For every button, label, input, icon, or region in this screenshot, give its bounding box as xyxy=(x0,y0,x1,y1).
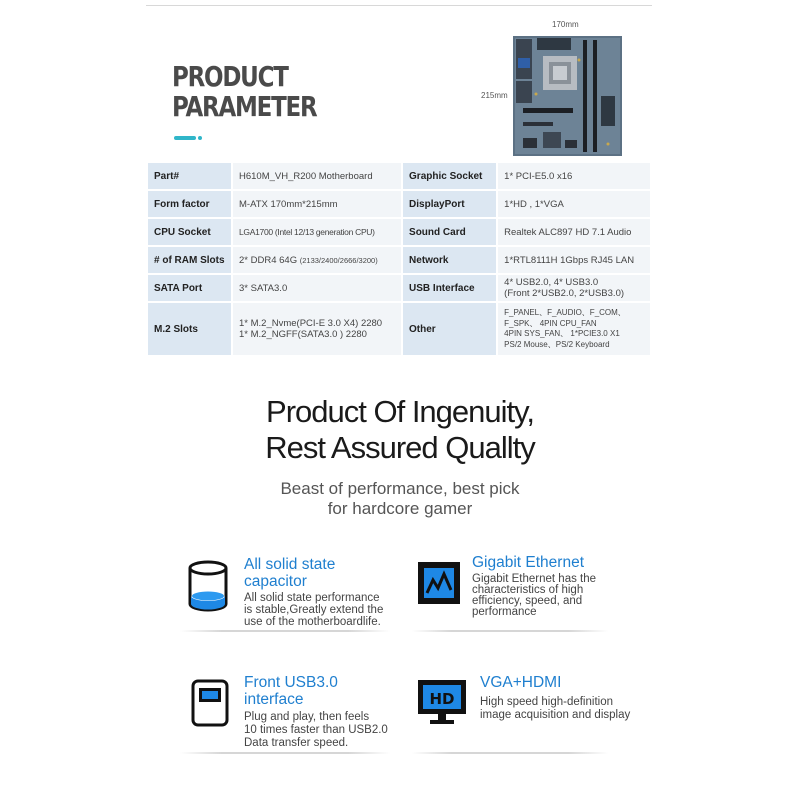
other-line-3: 4PIN SYS_FAN、 1*PCIE3.0 X1 xyxy=(504,329,620,338)
m2-line-1: 1* M.2_Nvme(PCI-E 3.0 X4) 2280 xyxy=(239,318,383,329)
board-height-label: 215mm xyxy=(481,91,508,100)
spec-value: 1*RTL8111H 1Gbps RJ45 LAN xyxy=(498,247,650,273)
title-line-1: PRODUCT xyxy=(172,60,288,93)
spec-row xyxy=(148,247,650,273)
spec-key: Sound Card xyxy=(403,219,496,245)
board-width-label: 170mm xyxy=(552,20,579,29)
spec-key: CPU Socket xyxy=(148,219,231,245)
title-accent-dot xyxy=(198,136,202,140)
spec-row xyxy=(148,219,650,245)
title-line-2: PARAMETER xyxy=(172,90,317,123)
spec-key: Form factor xyxy=(148,191,231,217)
feature-desc-line: Plug and play, then feels xyxy=(244,711,370,723)
feature-ethernet xyxy=(412,552,608,632)
spec-value: Realtek ALC897 HD 7.1 Audio xyxy=(498,219,650,245)
svg-text:HD: HD xyxy=(429,690,455,708)
ram-speeds: (2133/2400/2666/3200) xyxy=(299,255,378,265)
feature-title-line-1: Gigabit Ethernet xyxy=(472,554,585,571)
feature-title-line-1: VGA+HDMI xyxy=(480,674,562,691)
spec-key: # of RAM Slots xyxy=(148,247,231,273)
spec-table xyxy=(146,161,652,357)
feature-divider xyxy=(412,752,608,754)
spec-key: M.2 Slots xyxy=(148,303,231,355)
usb-line-1: 4* USB2.0, 4* USB3.0 xyxy=(504,277,599,288)
feature-desc-line: Data transfer speed. xyxy=(244,737,349,749)
feature-desc-line: High speed high-definition xyxy=(480,696,613,708)
feature-desc-line: use of the motherboardlife. xyxy=(244,616,381,628)
feature-usb xyxy=(180,672,406,752)
spec-row xyxy=(148,303,650,355)
usb-line-2: (Front 2*USB2.0, 2*USB3.0) xyxy=(504,288,625,299)
motherboard-image xyxy=(513,36,622,156)
spec-key: Graphic Socket xyxy=(403,163,496,189)
feature-desc-line: All solid state performance xyxy=(244,592,380,604)
spec-row xyxy=(148,163,650,189)
usb-icon xyxy=(190,678,230,728)
ram-value: 2* DDR4 64G xyxy=(239,254,298,266)
spec-value: 3* SATA3.0 xyxy=(233,275,401,301)
feature-title-line-1: All solid state xyxy=(244,556,336,573)
title-accent-bar xyxy=(174,136,196,140)
spec-value xyxy=(233,247,401,273)
hero-subline-1: Beast of performance, best pick xyxy=(280,479,520,498)
hd-monitor-icon xyxy=(416,678,468,726)
spec-key: DisplayPort xyxy=(403,191,496,217)
feature-desc-line: Gigabit Ethernet has the xyxy=(472,573,597,585)
hero-headline-2: Rest Assured Quallty xyxy=(265,430,535,465)
spec-key: Part# xyxy=(148,163,231,189)
spec-row xyxy=(148,191,650,217)
spec-value xyxy=(233,303,401,355)
feature-desc-line: performance xyxy=(472,606,537,618)
spec-value: LGA1700 (Intel 12/13 generation CPU) xyxy=(233,219,401,245)
top-frame-line xyxy=(146,0,652,6)
spec-value: 1*HD , 1*VGA xyxy=(498,191,650,217)
feature-desc-line: characteristics of high xyxy=(472,584,584,596)
feature-vga-hdmi xyxy=(412,672,631,752)
feature-title-line-2: capacitor xyxy=(244,573,307,590)
feature-desc-line: image acquisition and display xyxy=(480,709,631,721)
m2-line-2: 1* M.2_NGFF(SATA3.0 ) 2280 xyxy=(239,329,367,340)
feature-divider xyxy=(180,630,390,632)
spec-key: USB Interface xyxy=(403,275,496,301)
hero-headline-1: Product Of Ingenuity, xyxy=(266,394,534,429)
feature-title-line-2: interface xyxy=(244,691,304,708)
feature-desc-line: is stable,Greatly extend the xyxy=(244,604,384,616)
spec-key: SATA Port xyxy=(148,275,231,301)
spec-row xyxy=(148,275,650,301)
feature-capacitor xyxy=(180,552,390,632)
spec-value xyxy=(498,275,650,301)
other-line-4: PS/2 Mouse、PS/2 Keyboard xyxy=(504,339,610,349)
feature-desc-line: efficiency, speed, and xyxy=(472,595,583,607)
feature-title-line-1: Front USB3.0 xyxy=(244,674,338,691)
hero-subline-2: for hardcore gamer xyxy=(327,499,473,518)
ethernet-icon xyxy=(416,560,462,606)
spec-key: Network xyxy=(403,247,496,273)
spec-value: M-ATX 170mm*215mm xyxy=(233,191,401,217)
spec-value: H610M_VH_R200 Motherboard xyxy=(233,163,401,189)
capacitor-icon xyxy=(186,558,230,614)
spec-value xyxy=(498,303,650,355)
feature-divider xyxy=(180,752,390,754)
product-parameter-title xyxy=(172,62,348,122)
other-line-2: F_SPK、 4PIN CPU_FAN xyxy=(504,318,597,328)
feature-divider xyxy=(412,630,608,632)
spec-value: 1* PCI-E5.0 x16 xyxy=(498,163,650,189)
spec-key: Other xyxy=(403,303,496,355)
other-line-1: F_PANEL、F_AUDIO、F_COM、 xyxy=(504,308,626,317)
feature-desc-line: 10 times faster than USB2.0 xyxy=(244,724,388,736)
